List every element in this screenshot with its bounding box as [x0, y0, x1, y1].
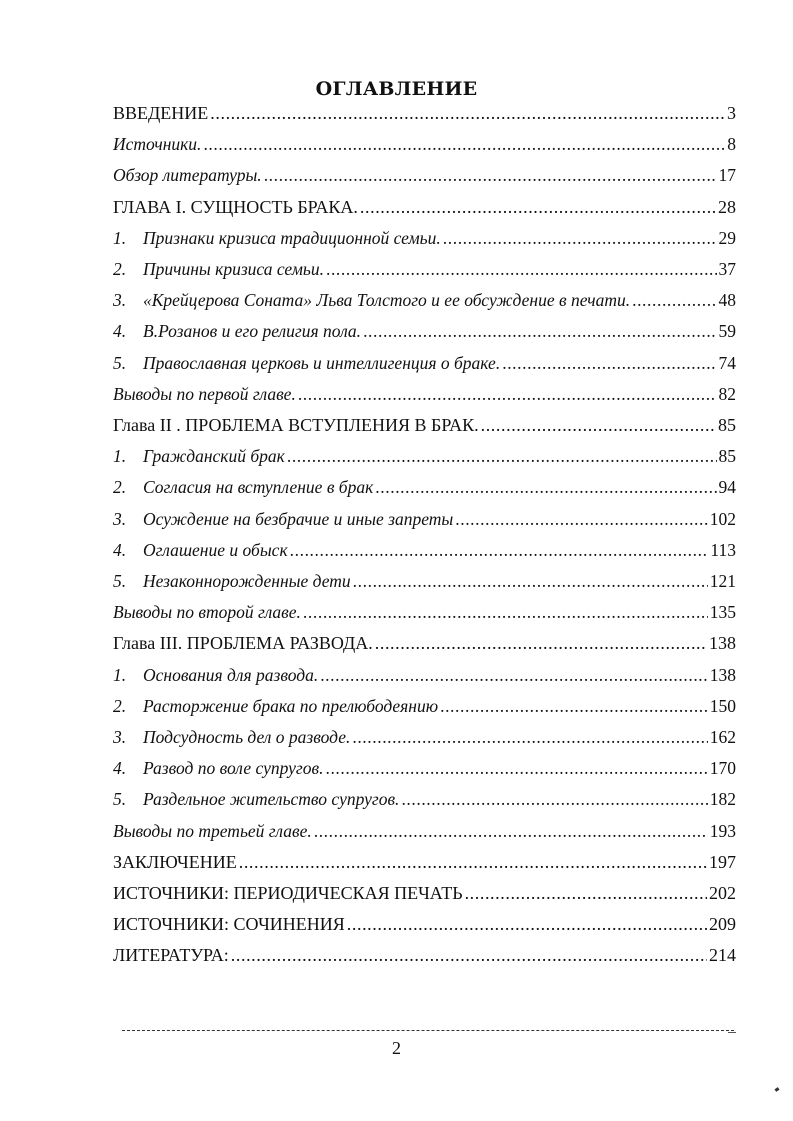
- toc-entry-title: ЛИТЕРАТУРА:: [113, 945, 229, 966]
- toc-entry-number: 5.: [113, 571, 127, 591]
- toc-entry[interactable]: [113, 194, 736, 220]
- toc-entry[interactable]: [113, 755, 736, 781]
- toc-entry-number: 2.: [113, 477, 127, 498]
- toc-entry-title: ВВЕДЕНИЕ: [113, 103, 209, 123]
- toc-entry-page: 197: [709, 851, 736, 872]
- toc-leader-dots: [353, 568, 708, 594]
- toc-entry-page: 3: [727, 103, 736, 123]
- toc-entry-page: 170: [709, 758, 736, 779]
- toc-entry[interactable]: [113, 225, 736, 251]
- toc-entry-title: Признаки кризиса традиционной семьи.: [143, 227, 441, 248]
- toc-entry[interactable]: [113, 568, 736, 594]
- toc-entry[interactable]: [113, 537, 736, 563]
- toc-leader-dots: [401, 786, 707, 812]
- toc-entry-page: 28: [718, 196, 736, 217]
- toc-leader-dots: [632, 287, 716, 313]
- toc-entry-number: 1.: [113, 446, 127, 467]
- toc-entry-title: «Крейцерова Соната» Льва Толстого и ее обсуждение в печати.: [143, 290, 631, 311]
- toc-entry-title: Источники.: [113, 134, 202, 155]
- toc-entry[interactable]: [113, 911, 736, 937]
- toc-entry-title: В.Розанов и его религия пола.: [143, 321, 362, 342]
- footer-divider: [122, 1030, 734, 1031]
- toc-entry[interactable]: [113, 100, 736, 126]
- toc-entry[interactable]: [113, 474, 736, 500]
- toc-entry-page: 209: [709, 914, 736, 935]
- toc-entry-page: 82: [718, 383, 736, 404]
- toc-entry-title: Расторжение брака по прелюбодеянию: [143, 695, 439, 716]
- toc-entry[interactable]: [113, 630, 736, 656]
- page-number: 2: [392, 1038, 401, 1058]
- toc-entry-page: 113: [710, 539, 736, 560]
- toc-entry-title: Раздельное жительство супругов.: [143, 789, 400, 810]
- toc-entry[interactable]: [113, 381, 736, 407]
- toc-leader-dots: [360, 194, 716, 220]
- toc-leader-dots: [210, 100, 725, 126]
- toc-leader-dots: [326, 256, 717, 282]
- toc-leader-dots: [375, 474, 716, 500]
- toc-entry[interactable]: [113, 693, 736, 719]
- toc-entry-number: 5.: [113, 352, 127, 373]
- toc-entry[interactable]: [113, 880, 736, 906]
- toc-entry[interactable]: [113, 131, 736, 157]
- toc-entry-page: 17: [718, 165, 736, 186]
- toc-entry-page: 214: [709, 945, 736, 966]
- toc-leader-dots: [290, 537, 709, 563]
- toc-entry[interactable]: [113, 162, 736, 188]
- toc-entry-title: ИСТОЧНИКИ: СОЧИНЕНИЯ: [113, 914, 345, 935]
- toc-leader-dots: [455, 506, 708, 532]
- toc-entry-page: 182: [709, 789, 736, 810]
- toc-entry-number: 1.: [113, 664, 127, 685]
- toc-entry-page: 85: [718, 446, 736, 467]
- toc-entry-title: Выводы по третьей главе.: [113, 820, 312, 841]
- toc-entry-title: Православная церковь и интеллигенция о браке.: [143, 352, 501, 373]
- toc-entry-page: 59: [718, 321, 736, 342]
- toc-entry-title: ЗАКЛЮЧЕНИЕ: [113, 851, 237, 872]
- toc-entry-title: Причины кризиса семьи.: [143, 259, 324, 279]
- toc-leader-dots: [363, 318, 716, 344]
- toc-entry-title: Развод по воле супругов.: [143, 758, 324, 779]
- toc-entry-page: 74: [718, 352, 736, 373]
- toc-entry-page: 121: [709, 571, 736, 591]
- toc-entry-page: 150: [709, 695, 736, 716]
- toc-entry-page: 8: [727, 134, 736, 155]
- toc-leader-dots: [264, 162, 717, 188]
- toc-leader-dots: [303, 599, 708, 625]
- toc-leader-dots: [465, 880, 707, 906]
- toc-leader-dots: [320, 662, 708, 688]
- toc-entry-title: Выводы по второй главе.: [113, 602, 301, 623]
- toc-entry-number: 2.: [113, 695, 127, 716]
- toc-entry-title: Глава II . ПРОБЛЕМА ВСТУПЛЕНИЯ В БРАК.: [113, 415, 479, 435]
- toc-leader-dots: [325, 755, 707, 781]
- toc-leader-dots: [352, 724, 707, 750]
- toc-entry-title: Осуждение на безбрачие и иные запреты: [143, 508, 454, 529]
- toc-entry[interactable]: [113, 599, 736, 625]
- toc-entry[interactable]: [113, 350, 736, 376]
- toc-entry-page: 85: [718, 415, 736, 435]
- toc-entry[interactable]: [113, 506, 736, 532]
- toc-entry[interactable]: [113, 318, 736, 344]
- toc-entry-number: 4.: [113, 539, 127, 560]
- toc-entry-page: 94: [718, 477, 736, 498]
- toc-title: ОГЛАВЛЕНИЕ: [315, 78, 478, 100]
- toc-entry-title: Незаконнорожденные дети: [143, 571, 351, 591]
- toc-entry-title: Выводы по первой главе.: [113, 383, 296, 404]
- toc-entry-title: Согласия на вступление в брак: [143, 477, 374, 498]
- toc-entry-number: 3.: [113, 508, 127, 529]
- toc-entry-number: 1.: [113, 227, 127, 248]
- toc-entry-page: 102: [709, 508, 736, 529]
- toc-entry-page: 135: [709, 602, 736, 623]
- toc-leader-dots: [239, 849, 707, 875]
- toc-entry-number: 5.: [113, 789, 127, 810]
- toc-leader-dots: [347, 911, 707, 937]
- toc-leader-dots: [231, 942, 707, 968]
- toc-leader-dots: [440, 693, 708, 719]
- toc-entry[interactable]: [113, 724, 736, 750]
- toc-entry[interactable]: [113, 942, 736, 968]
- toc-entry-number: 3.: [113, 290, 127, 311]
- toc-leader-dots: [481, 412, 716, 438]
- toc-entry-number: 3.: [113, 727, 127, 747]
- toc-entry[interactable]: [113, 818, 736, 844]
- toc-entry[interactable]: [113, 662, 736, 688]
- toc-entry[interactable]: [113, 256, 736, 282]
- toc-leader-dots: [203, 131, 725, 157]
- toc-entry[interactable]: [113, 849, 736, 875]
- toc-entry-page: 138: [709, 664, 736, 685]
- toc-leader-dots: [298, 381, 717, 407]
- toc-entry-number: 4.: [113, 758, 127, 779]
- toc-entry-title: Глава III. ПРОБЛЕМА РАЗВОДА.: [113, 633, 373, 654]
- toc-entry-page: 162: [709, 727, 736, 747]
- toc-leader-dots: [287, 443, 717, 469]
- toc-leader-dots: [375, 630, 707, 656]
- toc-entry-title: Подсудность дел о разводе.: [143, 727, 351, 747]
- toc-entry-number: 4.: [113, 321, 127, 342]
- toc-entry-page: 193: [709, 820, 736, 841]
- toc-entry-page: 138: [709, 633, 736, 654]
- toc-entry[interactable]: [113, 443, 736, 469]
- toc-leader-dots: [502, 350, 716, 376]
- toc-entry-title: Обзор литературы.: [113, 165, 262, 186]
- toc-entry[interactable]: [113, 786, 736, 812]
- toc-entry-page: 37: [718, 259, 736, 279]
- toc-entry-title: ГЛАВА I. СУЩНОСТЬ БРАКА.: [113, 196, 358, 217]
- toc-entry-title: Гражданский брак: [143, 446, 285, 467]
- toc-entry-page: 202: [709, 883, 736, 903]
- footer-divider-end: [728, 1032, 736, 1033]
- toc-entry[interactable]: [113, 287, 736, 313]
- toc-entry-title: ИСТОЧНИКИ: ПЕРИОДИЧЕСКАЯ ПЕЧАТЬ: [113, 883, 463, 903]
- toc-entry-page: 48: [718, 290, 736, 311]
- toc-entry-title: Оглашение и обыск: [143, 539, 288, 560]
- scan-mark: [775, 1087, 780, 1092]
- toc-entry[interactable]: [113, 412, 736, 438]
- toc-leader-dots: [443, 225, 717, 251]
- toc-entry-title: Основания для развода.: [143, 664, 319, 685]
- toc-entry-number: 2.: [113, 259, 127, 279]
- toc-leader-dots: [314, 818, 708, 844]
- toc-entry-page: 29: [718, 227, 736, 248]
